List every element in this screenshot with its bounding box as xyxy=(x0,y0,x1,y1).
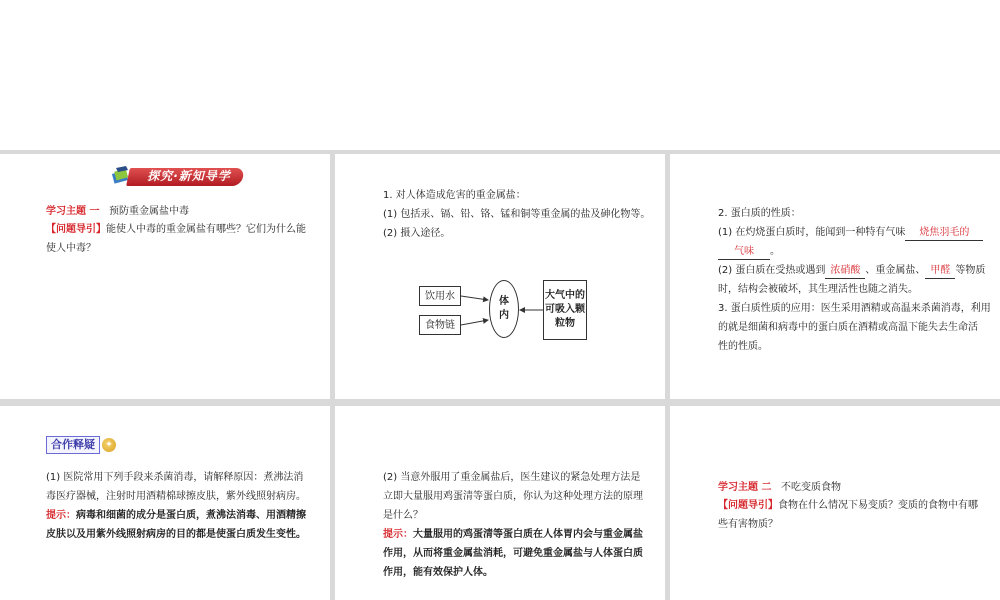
slide-5[interactable] xyxy=(335,406,665,600)
hint-line-2: 皮肤以及用紫外线照射病房的目的都是使蛋白质发生变性。 xyxy=(46,529,306,540)
air-label-2: 可吸入颗 xyxy=(545,304,585,315)
body-label-2: 内 xyxy=(499,310,509,321)
topic-line xyxy=(46,202,316,221)
box-food: 食物链 xyxy=(419,315,461,335)
guide-text-1: 食物在什么情况下易变质？变质的食物中有哪 xyxy=(778,500,978,511)
line-3: (2) 蛋白质在受热或遇到 浓硝酸 、重金属盐、 甲醛 等物质 xyxy=(718,261,998,280)
answer-blank-2: 浓硝酸 xyxy=(825,264,865,279)
topic-line xyxy=(718,478,988,497)
air-label-3: 粒物 xyxy=(555,318,575,329)
intake-diagram xyxy=(415,282,615,352)
line-3: (2) 摄入途径。 xyxy=(383,228,451,239)
line-6: 的就是细菌和病毒中的蛋白质在酒精或高温下能失去生命活 xyxy=(718,322,978,333)
hint-line-1: 提示：病毒和细菌的成分是蛋白质，煮沸法消毒、用酒精擦 xyxy=(46,510,306,521)
slide-6[interactable] xyxy=(670,406,1000,600)
answer-blank-3: 甲醛 xyxy=(925,264,955,279)
hint-label: 提示： xyxy=(383,529,413,540)
answer-blank-1b: 气味 xyxy=(718,245,770,260)
guide-question xyxy=(46,220,321,258)
lightbulb-icon: ✦ xyxy=(102,438,116,452)
topic-title: 预防重金属盐中毒 xyxy=(109,206,190,217)
topic-label: 学习主题 二 xyxy=(718,482,772,493)
question-1: (1) 医院常用下列手段来杀菌消毒，请解释原因：煮沸法消 毒医疗器械，注射时用酒精棉球擦皮肤，紫外线照射病房。 提示：病毒和细菌的成分是蛋白质，煮沸法消毒、用酒精擦 皮肤以及用紫外线照射病房的目的都是使蛋白质发生变性。 xyxy=(46,468,324,544)
question-2: (2) 当意外服用了重金属盐后，医生建议的紧急处理方法是 立即大量服用鸡蛋清等蛋白质，你认为这种处理方法的原理 是什么？ 提示：大量服用的鸡蛋清等蛋白质在人体胃内会与重金属盐 作用，从而将重金属盐消耗，可避免重金属盐与人体蛋白质 作用，能有效保护人体。 xyxy=(383,468,661,582)
slide-1[interactable] xyxy=(0,154,330,399)
line-1: 2. 蛋白质的性质： xyxy=(718,208,801,219)
hint-line-2: 作用，从而将重金属盐消耗，可避免重金属盐与人体蛋白质 xyxy=(383,548,643,559)
line-5: 3. 蛋白质性质的应用：医生采用酒精或高温来杀菌消毒，利用 xyxy=(718,303,991,314)
line-7: 性的性质。 xyxy=(718,341,768,352)
line-2-cont: 气味 。 xyxy=(718,242,998,261)
slide-4[interactable] xyxy=(0,406,330,600)
slide-3[interactable] xyxy=(670,154,1000,399)
section-banner xyxy=(110,162,245,188)
topic-title: 不吃变质食物 xyxy=(781,482,842,493)
body-label-1: 体 xyxy=(499,296,509,307)
air-label-1: 大气中的 xyxy=(545,290,585,301)
guide-text-2: 使人中毒？ xyxy=(46,243,96,254)
diagram-arrows xyxy=(415,282,615,352)
slide-grid xyxy=(0,150,1000,600)
hezuo-heading xyxy=(46,436,116,454)
line-2: (1) 在灼烧蛋白质时，能闻到一种特有气味 烧焦羽毛的 xyxy=(718,223,998,242)
arrow-water xyxy=(461,296,488,300)
guide-question xyxy=(718,496,993,534)
slide-2[interactable] xyxy=(335,154,665,399)
guide-label: 【问题导引】 xyxy=(46,224,106,235)
answer-blank-1: 烧焦羽毛的 xyxy=(905,226,983,241)
topic-label: 学习主题 一 xyxy=(46,206,100,217)
hezuo-label: 合作释疑 xyxy=(46,436,100,454)
box-water: 饮用水 xyxy=(419,286,461,306)
line-1: 1. 对人体造成危害的重金属盐： xyxy=(383,190,526,201)
hint-line-3: 作用，能有效保护人体。 xyxy=(383,567,493,578)
arrow-food xyxy=(461,320,488,325)
heavy-metal-text xyxy=(383,186,663,243)
hint-label: 提示： xyxy=(46,510,76,521)
guide-text-1: 能使人中毒的重金属盐有哪些？它们为什么能 xyxy=(106,224,306,235)
line-4: 时，结构会被破坏，其生理活性也随之消失。 xyxy=(718,284,918,295)
guide-label: 【问题导引】 xyxy=(718,500,778,511)
line-2: (1) 包括汞、镉、铅、铬、锰和铜等重金属的盐及砷化物等。 xyxy=(383,209,651,220)
protein-properties-text xyxy=(718,204,998,356)
hint-line-1: 提示：大量服用的鸡蛋清等蛋白质在人体胃内会与重金属盐 xyxy=(383,529,643,540)
banner-title: 探究·新知导学 xyxy=(147,169,231,183)
guide-text-2: 些有害物质？ xyxy=(718,519,778,530)
